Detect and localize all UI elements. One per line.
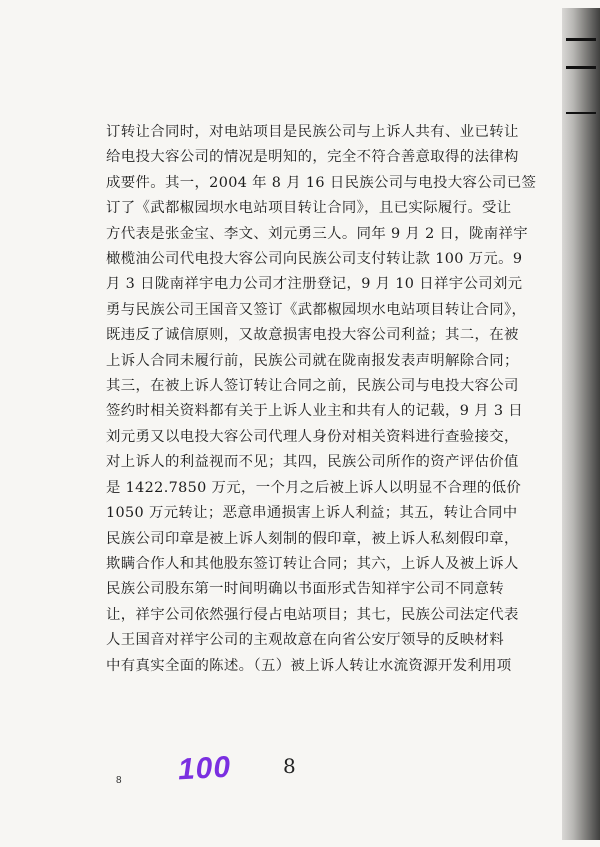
text-line: 订转让合同时，对电站项目是民族公司与上诉人共有、业已转让: [106, 124, 519, 140]
text-line: 1050 万元转让；恶意串通损害上诉人利益；其五，转让合同中: [106, 505, 518, 522]
text-line: 对上诉人的利益视而不见；其四，民族公司所作的资产评估价值: [106, 454, 519, 471]
text-line: 订了《武都椒园坝水电站项目转让合同》，且已实际履行。受让: [106, 200, 512, 217]
text-line: 方代表是张金宝、李文、刘元勇三人。同年 9 月 2 日，陇南祥宇: [106, 225, 528, 242]
scan-edge-shadow: [562, 8, 600, 840]
text-line: 月 3 日陇南祥宇电力公司才注册登记，9 月 10 日祥宇公司刘元: [106, 276, 523, 293]
text-line: 其三，在被上诉人签订转让合同之前，民族公司与电投大容公司: [106, 378, 519, 395]
text-line: 民族公司股东第一时间明确以书面形式告知祥宇公司不同意转: [106, 581, 504, 598]
document-body: [106, 120, 564, 679]
text-line: 成要件。其一，2004 年 8 月 16 日民族公司与电投大容公司已签: [106, 174, 537, 191]
text-line: 是 1422.7850 万元，一个月之后被上诉人以明显不合理的低价: [106, 479, 522, 496]
binding-mark: [566, 112, 596, 114]
text-line: 刘元勇又以电投大容公司代理人身份对相关资料进行查验接交，: [106, 428, 519, 445]
binding-mark: [566, 66, 596, 69]
handwritten-page-number: 100: [177, 750, 232, 787]
text-line: 民族公司印章是被上诉人刻制的假印章，被上诉人私刻假印章，: [106, 530, 519, 547]
text-line: 橄榄油公司代电投大容公司向民族公司支付转让款 100 万元。9: [106, 251, 523, 268]
page-number: 8: [283, 754, 296, 778]
text-line: 给电投大容公司的情况是明知的，完全不符合善意取得的法律构: [106, 149, 519, 166]
text-line: 勇与民族公司王国音又签订《武都椒园坝水电站项目转让合同》，: [106, 301, 527, 318]
text-line: 既违反了诚信原则，又故意损害电投大容公司利益；其二，在被: [106, 327, 519, 344]
text-line: 让，祥宇公司依然强行侵占电站项目；其七，民族公司法定代表: [106, 606, 519, 623]
text-line: 签约时相关资料都有关于上诉人业主和共有人的记载，9 月 3 日: [106, 403, 524, 420]
small-page-number: 8: [116, 775, 122, 786]
text-line: 欺瞒合作人和其他股东签订转让合同；其六，上诉人及被上诉人: [106, 555, 519, 572]
binding-mark: [566, 38, 596, 41]
text-line: 人王国音对祥宇公司的主观故意在向省公安厅领导的反映材料: [106, 632, 504, 649]
text-line: 上诉人合同未履行前，民族公司就在陇南报发表声明解除合同；: [106, 352, 519, 369]
text-line: 中有真实全面的陈述。（五）被上诉人转让水流资源开发利用项: [106, 657, 512, 674]
